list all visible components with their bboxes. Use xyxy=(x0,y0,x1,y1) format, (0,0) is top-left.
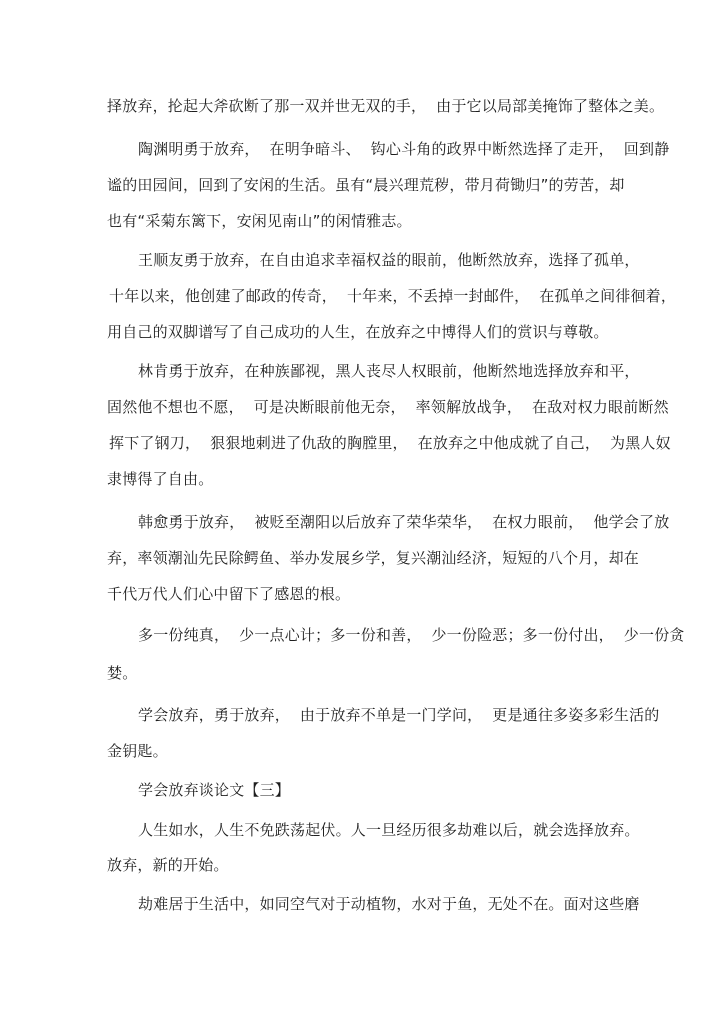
text-line: 金钥匙。 xyxy=(107,742,168,760)
text-line: 放弃，新的开始。 xyxy=(107,856,229,874)
text-line: 弃，率领潮汕先民除鳄鱼、举办发展乡学，复兴潮汕经济，短短的八个月，却在 xyxy=(107,549,640,567)
text-line: 多一份纯真， 少一点心计；多一份和善， 少一份险恶；多一份付出， 少一份贪 xyxy=(138,626,685,644)
text-line: 固然他不想也不愿， 可是决断眼前他无奈， 率领解放战争， 在敌对权力眼前断然 xyxy=(107,398,669,416)
text-line: 十年以来，他创建了邮政的传奇， 十年来，不丢掉一封邮件， 在孤单之间徘徊着， xyxy=(109,287,677,305)
text-line: 用自己的双脚谱写了自己成功的人生，在放弃之中博得人们的赏识与尊敬。 xyxy=(107,323,609,341)
text-line: 谧的田园间，回到了安闲的生活。虽有“晨兴理荒秽，带月荷锄归”的劳苦，却 xyxy=(107,176,625,194)
text-line: 隶博得了自由。 xyxy=(107,470,214,488)
text-line: 择放弃，抡起大斧砍断了那一双并世无双的手， 由于它以局部美掩饰了整体之美。 xyxy=(107,97,665,115)
text-line: 韩愈勇于放弃， 被贬至潮阳以后放弃了荣华荣华， 在权力眼前， 他学会了放 xyxy=(138,513,670,531)
text-line: 也有“采菊东篱下，安闲见南山”的闲情雅志。 xyxy=(107,212,412,230)
text-line: 林肯勇于放弃，在种族鄙视，黑人丧尽人权眼前，他断然地选择放弃和平， xyxy=(138,362,640,380)
text-line: 挥下了钢刀， 狠狠地刺进了仇敌的胸膛里， 在放弃之中他成就了自己， 为黑人奴 xyxy=(109,434,671,452)
text-line: 婪。 xyxy=(107,664,138,682)
text-line: 千代万代人们心中留下了感恩的根。 xyxy=(107,585,351,603)
text-line: 王顺友勇于放弃，在自由追求幸福权益的眼前，他断然放弃，选择了孤单， xyxy=(138,251,640,269)
section-heading: 学会放弃谈论文【三】 xyxy=(138,781,291,799)
text-line: 人生如水，人生不免跌荡起伏。人一旦经历很多劫难以后，就会选择放弃。 xyxy=(138,821,640,839)
text-line: 学会放弃，勇于放弃， 由于放弃不单是一门学问， 更是通往多姿多彩生活的 xyxy=(138,706,660,724)
text-line: 劫难居于生活中，如同空气对于动植物，水对于鱼，无处不在。面对这些磨 xyxy=(138,895,640,913)
text-line: 陶渊明勇于放弃， 在明争暗斗、 钩心斗角的政界中断然选择了走开， 回到静 xyxy=(138,140,670,158)
